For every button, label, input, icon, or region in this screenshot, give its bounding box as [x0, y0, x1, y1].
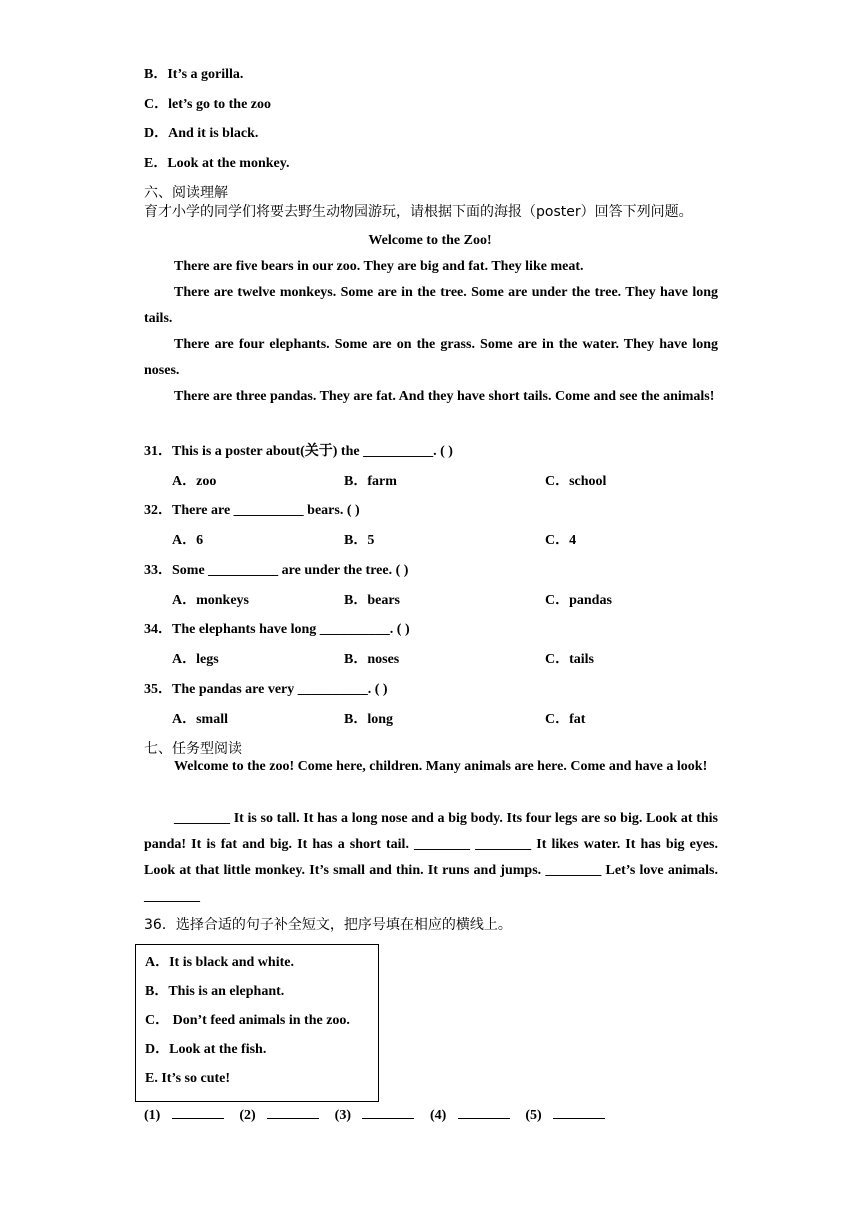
question-31-option-a: A．zoo [172, 474, 217, 489]
answer-blank-4[interactable] [458, 1104, 510, 1119]
answer-blank-5[interactable] [553, 1104, 605, 1119]
task-paragraph-1: Welcome to the zoo! Come here, children. Many animals are here. Come and have a look! [174, 759, 708, 774]
question-33-option-b: B．bears [344, 593, 400, 608]
question-33-option-a: A．monkeys [172, 593, 250, 608]
box-option-e: E. It’s so cute! [145, 1071, 231, 1086]
question-35-stem: 35．The pandas are very __________. ( ) [144, 682, 388, 697]
question-35-option-a: A．small [172, 712, 228, 727]
answer-label-4: (4) [429, 1108, 447, 1123]
question-35-option-c: C．fat [545, 712, 586, 727]
question-31-option-b: B．farm [344, 474, 397, 489]
question-35-option-b: B．long [344, 712, 394, 727]
option-d-line: D．And it is black. [144, 126, 259, 141]
answer-label-1: (1) [144, 1108, 161, 1123]
option-b-line: B．It’s a gorilla. [144, 67, 244, 82]
answer-blank-1[interactable] [172, 1104, 224, 1119]
option-c-line: C．let’s go to the zoo [144, 97, 272, 112]
answer-label-3: (3) [334, 1108, 351, 1123]
options-box [135, 944, 379, 1102]
answer-label-5: (5) [525, 1108, 542, 1123]
question-32-option-b: B．5 [344, 533, 375, 548]
section6-instruction: 育才小学的同学们将要去野生动物园游玩，请根据下面的海报（poster）回答下列问题。 [144, 204, 693, 220]
poster-paragraph-4: There are three pandas. They are fat. And they have short tails. Come and see the animals! [174, 389, 715, 404]
question-34-option-c: C．tails [545, 652, 594, 667]
box-option-b: B．This is an elephant. [145, 984, 285, 999]
question-32-option-c: C．4 [545, 533, 577, 548]
box-option-a: A．It is black and white. [145, 955, 294, 970]
box-option-d: D．Look at the fish. [145, 1042, 267, 1057]
question-34-option-b: B．noses [344, 652, 400, 667]
box-option-c: C． Don’t feed animals in the zoo. [145, 1013, 350, 1028]
answer-label-2: (2) [239, 1108, 256, 1123]
question-31-stem: 31．This is a poster about(关于) the __________. ( ) [144, 444, 453, 459]
question-32-stem: 32．There are __________ bears. ( ) [144, 503, 360, 518]
question-32-option-a: A．6 [172, 533, 204, 548]
answer-blanks-row [144, 1104, 605, 1125]
poster-title: Welcome to the Zoo! [368, 233, 492, 248]
question-36-stem: 36．选择合适的句子补全短文，把序号填在相应的横线上。 [144, 917, 512, 933]
question-33-option-c: C．pandas [545, 593, 612, 608]
question-33-stem: 33．Some __________ are under the tree. ( ) [144, 563, 409, 578]
poster-paragraph-2: There are twelve monkeys. Some are in the tree. Some are under the tree. They have long tails. [144, 285, 718, 326]
poster-paragraph-3: There are four elephants. Some are on the grass. Some are in the water. They have long noses. [144, 337, 718, 378]
question-34-stem: 34．The elephants have long __________. ( ) [144, 622, 410, 637]
option-e-line: E．Look at the monkey. [144, 156, 290, 171]
question-31-option-c: C．school [545, 474, 607, 489]
poster-paragraph-1: There are five bears in our zoo. They are big and fat. They like meat. [174, 259, 584, 274]
answer-blank-2[interactable] [267, 1104, 319, 1119]
answer-blank-3[interactable] [362, 1104, 414, 1119]
question-34-option-a: A．legs [172, 652, 219, 667]
section7-heading: 七、任务型阅读 [144, 741, 242, 757]
task-paragraph-2: ________ It is so tall. It has a long nose and a big body. Its four legs are so big. Look at this panda! It is fat and big. It has a short tail. ________ ________ It likes water. It has big eyes. Look at that little monkey. It’s small and thin. It runs and jumps. ________ Let’s love animals. ________ [144, 811, 718, 904]
section6-heading: 六、阅读理解 [144, 185, 228, 201]
